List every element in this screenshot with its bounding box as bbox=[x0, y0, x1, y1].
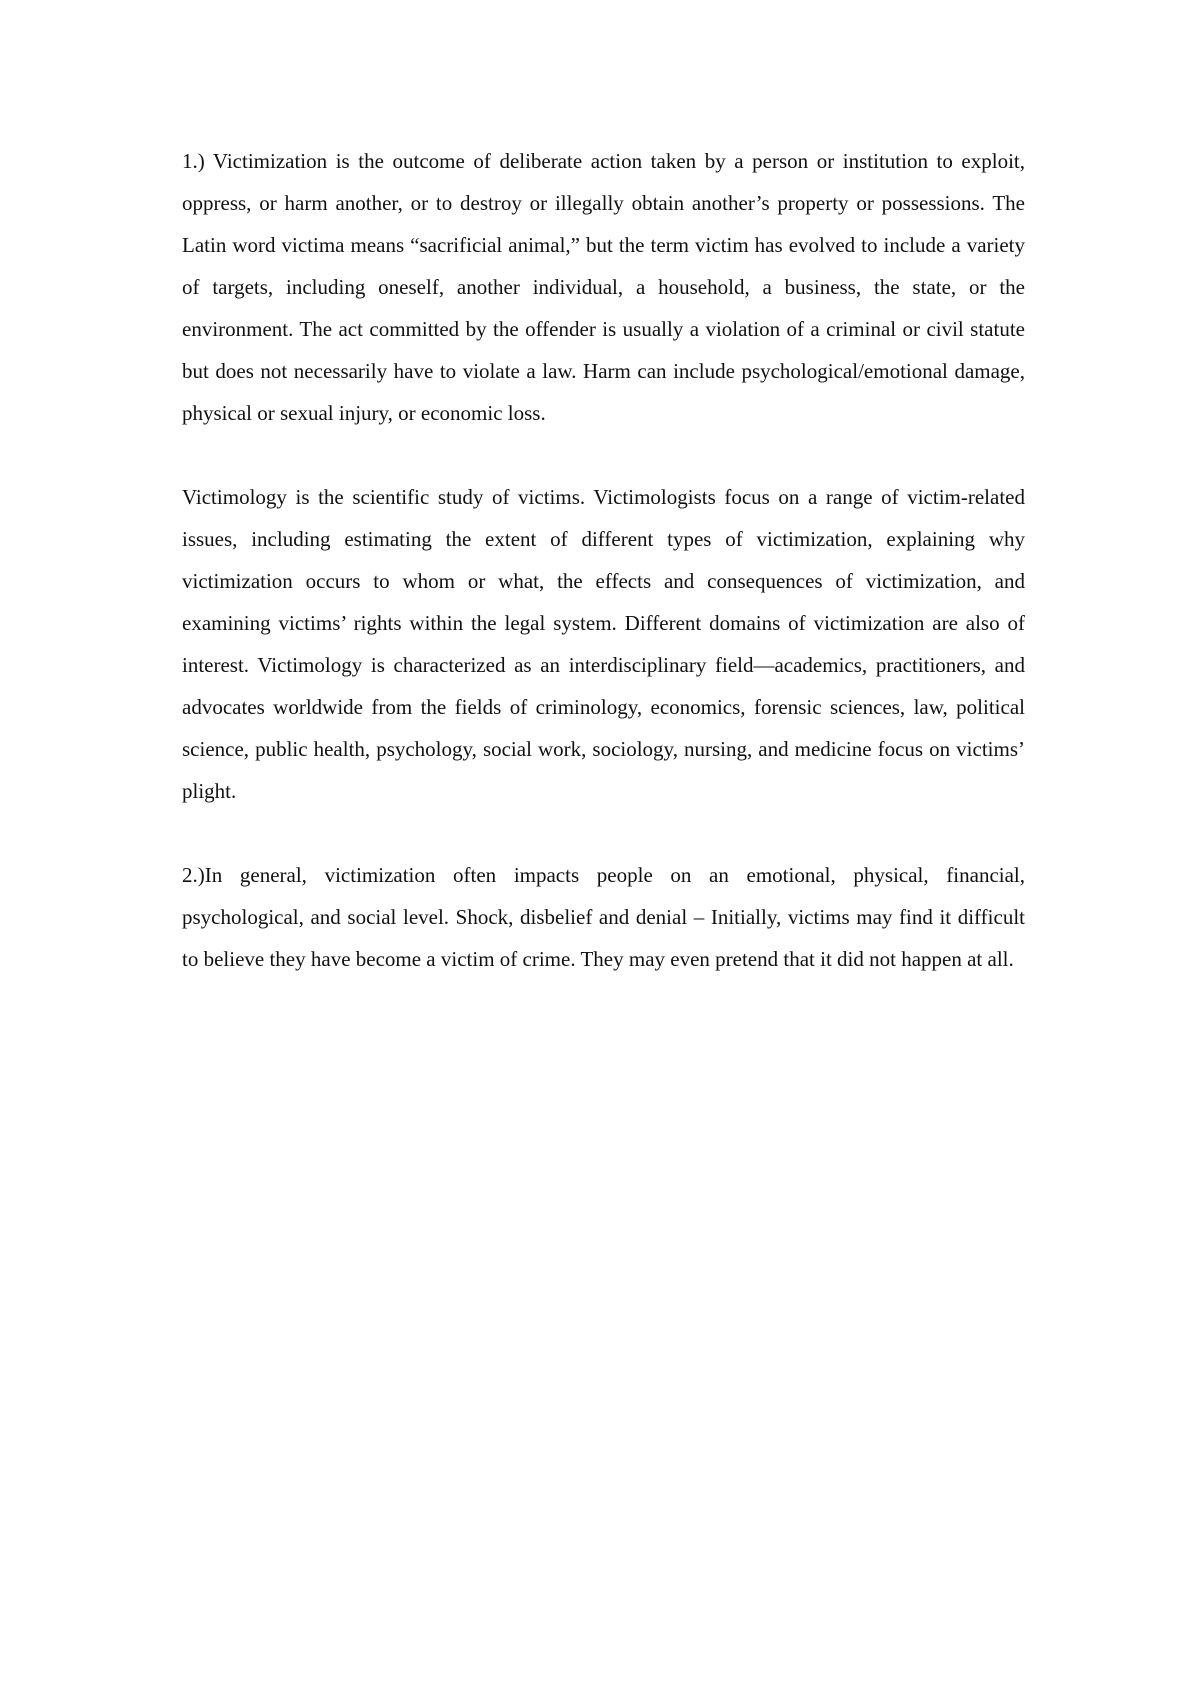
paragraph-victimization-impact: 2.)In general, victimization often impacts people on an emotional, physical, financial, psychological, and social level. Shock, disbelief and denial – Initially, victims may find it difficult to believe they have become a victim of crime. They may even pretend that it did not happen at all. bbox=[182, 863, 1025, 971]
document-body bbox=[182, 140, 1025, 1022]
paragraph-victimology: Victimology is the scientific study of victims. Victimologists focus on a range of victim-related issues, including estimating the extent of different types of victimization, explaining why victimization occurs to whom or what, the effects and consequences of victimization, and examining victims’ rights within the legal system. Different domains of victimization are also of interest. Victimology is characterized as an interdisciplinary field—academics, practitioners, and advocates worldwide from the fields of criminology, economics, forensic sciences, law, political science, public health, psychology, social work, sociology, nursing, and medicine focus on victims’ plight. bbox=[182, 485, 1025, 803]
paragraph-victimization-definition: 1.) Victimization is the outcome of deliberate action taken by a person or institution to exploit, oppress, or harm another, or to destroy or illegally obtain another’s property or possessions. The Latin word victima means “sacrificial animal,” but the term victim has evolved to include a variety of targets, including oneself, another individual, a household, a business, the state, or the environment. The act committed by the offender is usually a violation of a criminal or civil statute but does not necessarily have to violate a law. Harm can include psychological/emotional damage, physical or sexual injury, or economic loss. bbox=[182, 149, 1025, 425]
